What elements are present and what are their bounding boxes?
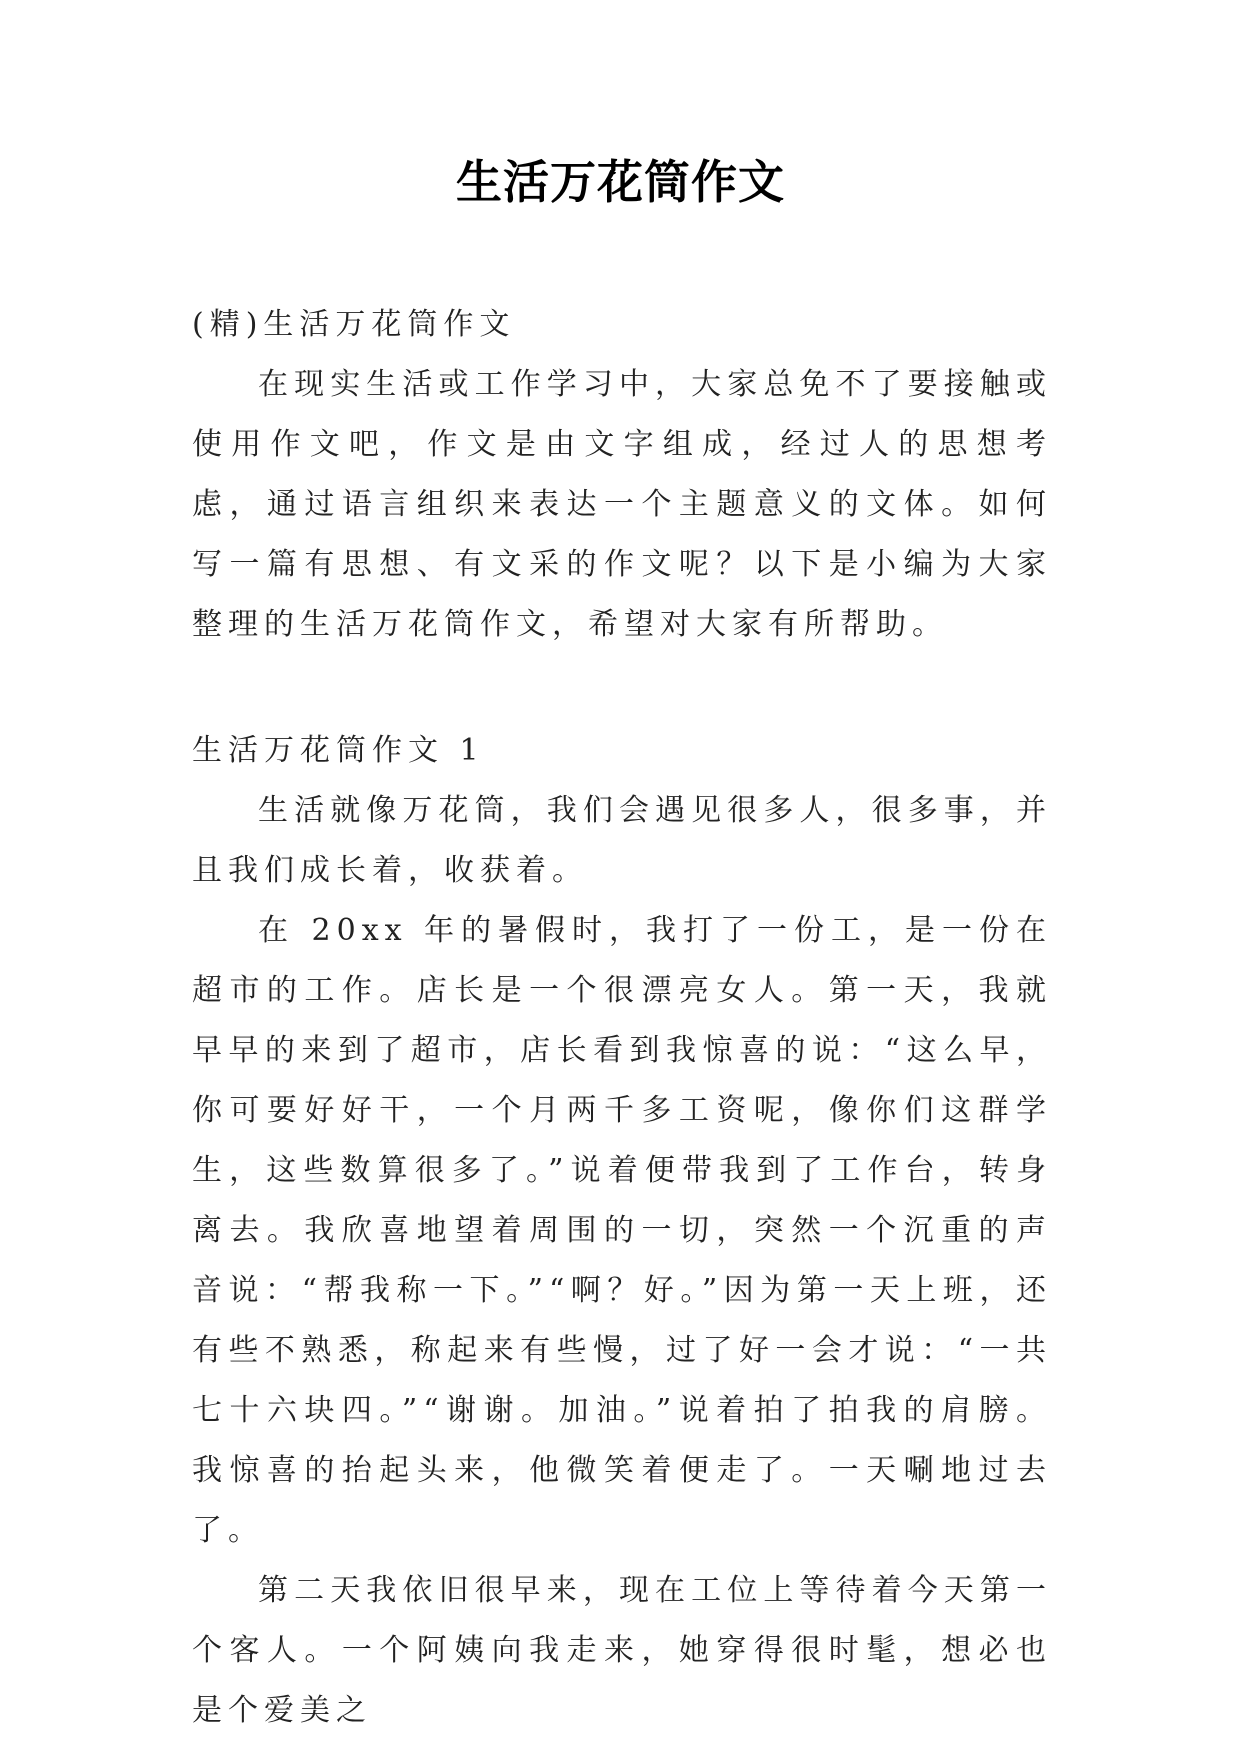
section-heading: 生活万花筒作文 1 xyxy=(192,733,485,768)
document-title: 生活万花筒作文 xyxy=(456,155,785,209)
intro-paragraph: 在现实生活或工作学习中，大家总免不了要接触或使用作文吧，作文是由文字组成，经过人的思想考虑，通过语言组织来表达一个主题意义的文体。如何写一篇有思想、有文采的作文呢？以下是小编为大家整理的生活万花筒作文，希望对大家有所帮助。 xyxy=(192,367,1052,642)
paragraph-2: 在 20xx 年的暑假时，我打了一份工，是一份在超市的工作。店长是一个很漂亮女人。第一天，我就早早的来到了超市，店长看到我惊喜的说：“这么早，你可要好好干，一个月两千多工资呢，像你们这群学生，这些数算很多了。”说着便带我到了工作台，转身离去。我欣喜地望着周围的一切，突然一个沉重的声音说：“帮我称一下。”“啊？好。”因为第一天上班，还有些不熟悉，称起来有些慢，过了好一会才说：“一共七十六块四。”“谢谢。加油。”说着拍了拍我的肩膀。我惊喜的抬起头来，他微笑着便走了。一天唰地过去了。 xyxy=(192,913,1052,1548)
paragraph-1: 生活就像万花筒，我们会遇见很多人，很多事，并且我们成长着，收获着。 xyxy=(192,793,1052,888)
document-subtitle: (精)生活万花筒作文 xyxy=(192,307,516,342)
paragraph-3: 第二天我依旧很早来，现在工位上等待着今天第一个客人。一个阿姨向我走来，她穿得很时髦，想必也是个爱美之 xyxy=(192,1573,1052,1728)
document-body xyxy=(192,295,1052,1741)
